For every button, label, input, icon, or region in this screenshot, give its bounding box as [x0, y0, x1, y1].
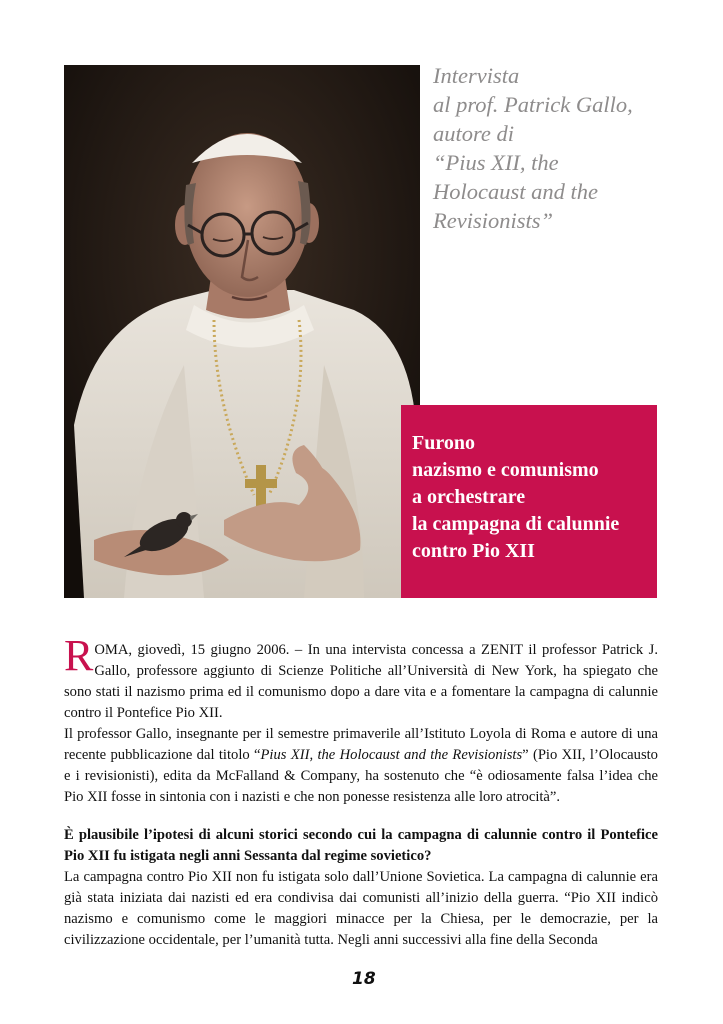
headline-line: a orchestrare: [412, 486, 526, 508]
intro-line: al prof. Patrick Gallo,: [433, 92, 633, 117]
intro-line: “Pius XII, the: [433, 150, 559, 175]
headline-line: la campagna di calunnie: [412, 513, 620, 535]
paragraph-text: Il professor Gallo, insegnante per il semestre primaverile all’Istituto Loyola di Roma e autore di una recente pubblicazione dal titolo “: [64, 726, 658, 763]
intro-line: Intervista: [433, 63, 520, 88]
headline-line: nazismo e comunismo: [412, 459, 599, 481]
pope-photo: [64, 65, 420, 598]
intro-line: Revisionists”: [433, 208, 554, 233]
interview-intro: [433, 61, 703, 235]
article-body: [64, 631, 658, 951]
page-number: 18: [352, 969, 376, 989]
headline-banner: [401, 405, 657, 598]
intro-line: Holocaust and the: [433, 179, 598, 204]
headline-line: contro Pio XII: [412, 540, 535, 562]
pope-portrait-illustration: [64, 65, 420, 598]
article-paragraph-1: [64, 631, 658, 724]
interview-question: È plausibile l’ipotesi di alcuni storici secondo cui la campagna di calunnie contro il Pontefice Pio XII fu istigata negli anni Sessanta dal regime sovietico?: [64, 827, 658, 864]
article-paragraph-2: [64, 724, 658, 808]
headline-line: Furono: [412, 432, 475, 454]
drop-cap: R: [64, 631, 94, 680]
intro-line: autore di: [433, 121, 515, 146]
paragraph-text: ” (Pio XII, l’Olocausto e i revisionisti), edita da McFalland & Company, ha sostenuto che “è odiosamente falsa l’idea che Pio XII fosse in sintonia con i nazisti e che non ponesse resistenza alle loro atrocità”.: [64, 747, 658, 805]
article-paragraph-3: La campagna contro Pio XII non fu istigata solo dall’Unione Sovietica. La campagna di calunnie era già stata iniziata dai nazisti ed era condivisa dai comunisti all’inizio della guerra. “Pio XII indicò nazismo e comunismo come le maggiori minacce per la Chiesa, per le democrazie, per la civilizzazione occidentale, per l’umanità tutta. Negli anni successivi alla fine della Seconda: [64, 869, 658, 948]
paragraph-text: OMA, giovedì, 15 giugno 2006. – In una intervista concessa a ZENIT il professor Patrick J. Gallo, professore aggiunto di Scienze Politiche all’Università di New York, ha spiegato che sono stati il nazismo prima ed il comunismo dopo a dare vita e a fomentare la campagna di calunnie contro il Pontefice Pio XII.: [64, 642, 658, 721]
book-title: Pius XII, the Holocaust and the Revisionists: [260, 747, 523, 763]
